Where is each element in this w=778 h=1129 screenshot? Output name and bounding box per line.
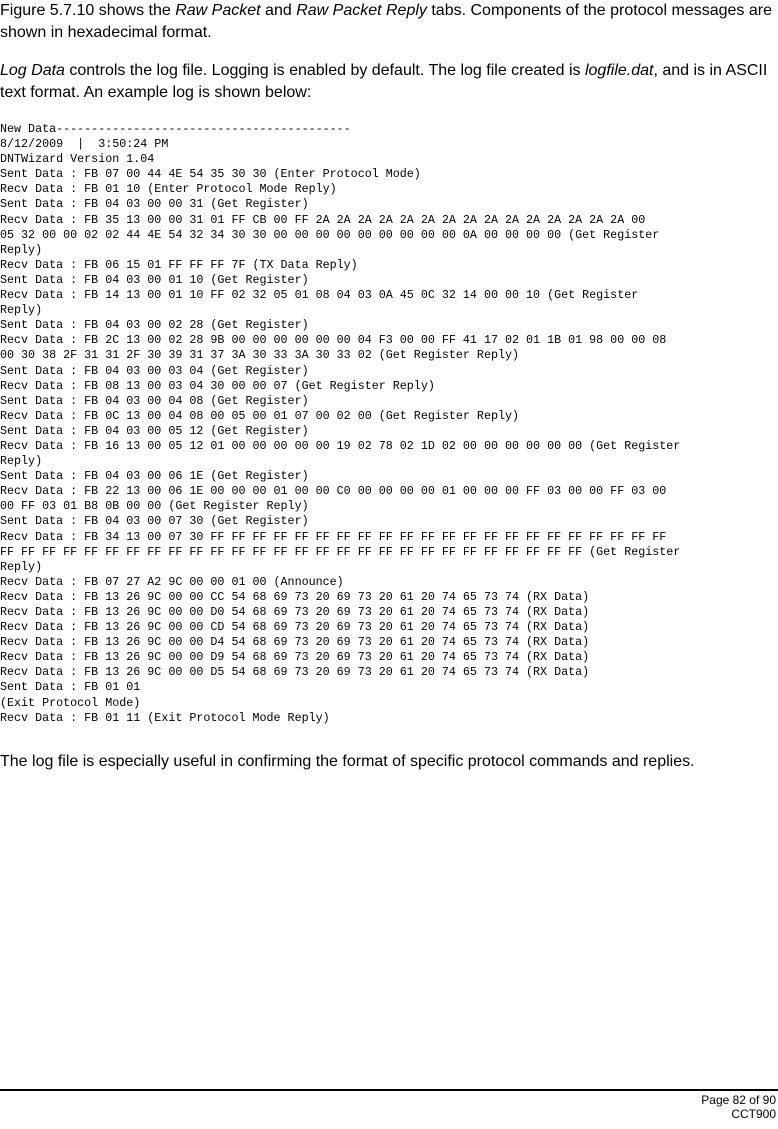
log-line: 05 32 00 00 02 02 44 4E 54 32 34 30 30 00 00 00 00 00 00 00 00 00 0A 00 00 00 00 (Get Register [0,227,660,242]
log-data-term: Log Data [0,62,65,79]
log-line: Recv Data : FB 13 26 9C 00 00 D4 54 68 69 73 20 69 73 20 61 20 74 65 73 74 (RX Data) [0,635,590,650]
intro-text-3: tabs. Components of the protocol messages are shown in hexadecimal format. [0,2,777,41]
log-line: Recv Data : FB 14 13 00 01 10 FF 02 32 05 01 08 04 03 0A 45 0C 32 14 00 00 10 (Get Register [0,288,639,303]
log-line: Sent Data : FB 04 03 00 04 08 (Get Register) [0,393,309,408]
page-number: Page 82 of 90 [701,1093,776,1107]
document-id: CCT900 [731,1107,776,1121]
closing-paragraph: The log file is especially useful in confirming the format of specific protocol commands and replies. [0,753,695,770]
log-line: Recv Data : FB 13 26 9C 00 00 CD 54 68 69 73 20 69 73 20 61 20 74 65 73 74 (RX Data) [0,620,590,635]
log-line: Recv Data : FB 2C 13 00 02 28 9B 00 00 00 00 00 00 04 F3 00 00 FF 41 17 02 01 1B 01 98 00 00 08 [0,333,667,348]
footer-divider [0,1089,778,1091]
log-line: DNTWizard Version 1.04 [0,152,155,167]
log-line: Sent Data : FB 04 03 00 06 1E (Get Register) [0,469,309,484]
log-line: Recv Data : FB 01 11 (Exit Protocol Mode Reply) [0,710,330,725]
log-line: 00 30 38 2F 31 31 2F 30 39 31 37 3A 30 33 3A 30 33 02 (Get Register Reply) [0,348,520,363]
raw-packet-tab-name: Raw Packet [175,2,261,19]
log-line: Sent Data : FB 04 03 00 05 12 (Get Register) [0,423,309,438]
log-line: 8/12/2009 | 3:50:24 PM [0,137,169,152]
log-para-text-1: controls the log file. Logging is enabled by default. The log file created is [64,62,585,79]
log-para-text-2: , and is in ASCII text format. An example log is shown below: [0,62,772,101]
intro-text-2: and [260,2,297,19]
log-line: Reply) [0,242,43,257]
log-line: Recv Data : FB 13 26 9C 00 00 CC 54 68 69 73 20 69 73 20 61 20 74 65 73 74 (RX Data) [0,589,590,604]
intro-paragraph [0,0,776,44]
log-line: FF FF FF FF FF FF FF FF FF FF FF FF FF FF FF FF FF FF FF FF FF FF FF FF FF FF FF FF (Get Register [0,544,681,559]
raw-packet-reply-tab-name: Raw Packet Reply [296,2,427,19]
log-line: Reply) [0,559,43,574]
log-line: Sent Data : FB 04 03 00 03 04 (Get Register) [0,363,309,378]
log-line: Sent Data : FB 04 03 00 00 31 (Get Register) [0,197,309,212]
log-line: Recv Data : FB 07 27 A2 9C 00 00 01 00 (Announce) [0,574,344,589]
log-example [0,122,778,726]
log-line: Recv Data : FB 22 13 00 06 1E 00 00 00 01 00 00 C0 00 00 00 00 01 00 00 00 FF 03 00 00 FF 03 00 [0,484,667,499]
log-line: 00 FF 03 01 B8 0B 00 00 (Get Register Reply) [0,499,309,514]
log-line: Sent Data : FB 04 03 00 01 10 (Get Register) [0,272,309,287]
log-line: Reply) [0,454,43,469]
log-line: Recv Data : FB 34 13 00 07 30 FF FF FF FF FF FF FF FF FF FF FF FF FF FF FF FF FF FF FF FF FF FF [0,529,667,544]
log-line: Sent Data : FB 04 03 00 02 28 (Get Register) [0,318,309,333]
log-line: Recv Data : FB 01 10 (Enter Protocol Mode Reply) [0,182,337,197]
logfile-name: logfile.dat [584,62,654,79]
page-footer [701,1093,776,1121]
log-line: Recv Data : FB 13 26 9C 00 00 D5 54 68 69 73 20 69 73 20 61 20 74 65 73 74 (RX Data) [0,665,590,680]
log-line: (Exit Protocol Mode) [0,695,141,710]
log-line: Recv Data : FB 13 26 9C 00 00 D9 54 68 69 73 20 69 73 20 61 20 74 65 73 74 (RX Data) [0,650,590,665]
log-line: Recv Data : FB 16 13 00 05 12 01 00 00 00 00 00 19 02 78 02 1D 02 00 00 00 00 00 00 (Get Register [0,438,681,453]
log-line: Sent Data : FB 07 00 44 4E 54 35 30 30 (Enter Protocol Mode) [0,167,421,182]
log-line: Recv Data : FB 35 13 00 00 31 01 FF CB 00 FF 2A 2A 2A 2A 2A 2A 2A 2A 2A 2A 2A 2A 2A 2A 2A 00 [0,212,646,227]
log-line: Recv Data : FB 0C 13 00 04 08 00 05 00 01 07 00 02 00 (Get Register Reply) [0,408,520,423]
log-line: Sent Data : FB 01 01 [0,680,141,695]
log-line: Reply) [0,303,43,318]
log-line: Recv Data : FB 06 15 01 FF FF FF 7F (TX Data Reply) [0,257,358,272]
log-line: New Data------------------------------------------ [0,122,351,136]
log-line: Recv Data : FB 13 26 9C 00 00 D0 54 68 69 73 20 69 73 20 61 20 74 65 73 74 (RX Data) [0,605,590,619]
intro-text-1: Figure 5.7.10 shows the [0,2,176,19]
log-data-paragraph [0,60,776,104]
log-line: Recv Data : FB 08 13 00 03 04 30 00 00 07 (Get Register Reply) [0,378,435,393]
log-line: Sent Data : FB 04 03 00 07 30 (Get Register) [0,514,309,529]
